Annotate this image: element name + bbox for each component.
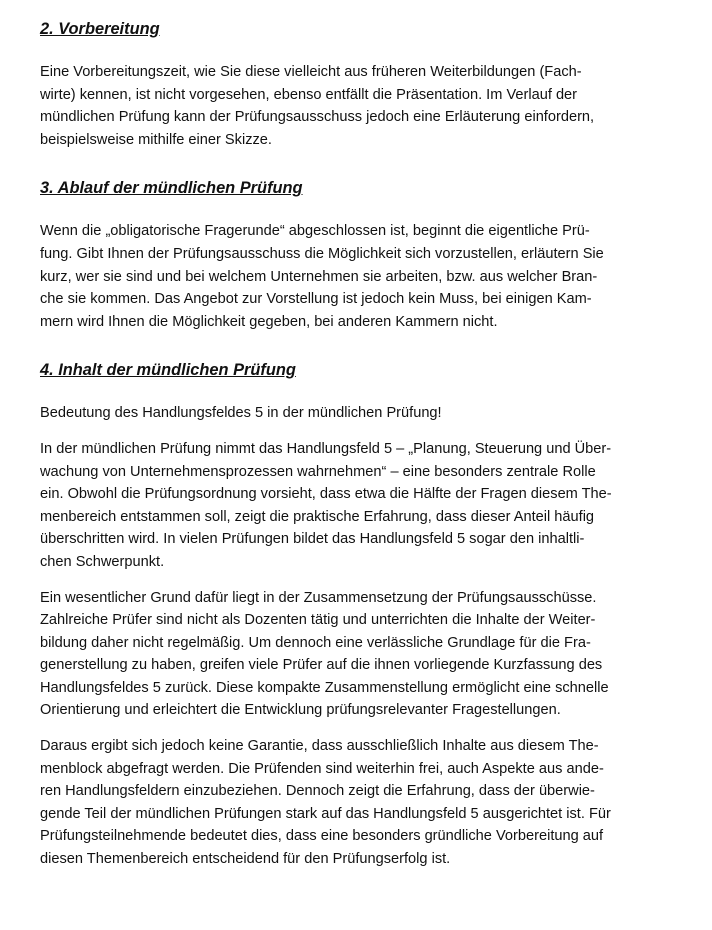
paragraph-inhalt-grund: Ein wesentlicher Grund dafür liegt in der Zusammensetzung der Prüfungsausschüsse. Zahlreiche Prüfer sind nicht als Dozenten tätig und unterrichten die Inhalte der Weiter- bildung daher nicht regelmäßig. Um dennoch eine verlässliche Grundlage für die Fra- generstellung zu haben, greifen viele Prüfer auf die ihnen vorliegende Kurzfassung des Handlungsfeldes 5 zurück. Diese kompakte Zusammenstellung ermöglicht eine schnelle Orientierung und erleichtert die Entwicklung prüfungsrelevanter Fragestellungen. <box>40 589 609 719</box>
paragraph-inhalt-handlungsfeld: In der mündlichen Prüfung nimmt das Handlungsfeld 5 – „Planung, Steuerung und Über- wachung von Unternehmensprozessen wahrnehmen“ – eine besonders zentrale Rolle ein. Obwohl die Prüfungsordnung vorsieht, dass etwa die Hälfte der Fragen diesem The- menbereich entstammen soll, zeigt die praktische Erfahrung, dass dieser Anteil häufig überschritten wird. In vielen Prüfungen bildet das Handlungsfeld 5 sogar den inhaltli- chen Schwerpunkt. <box>40 440 612 570</box>
section-heading-vorbereitung: 2. Vorbereitung <box>40 20 160 38</box>
section-heading-inhalt: 4. Inhalt der mündlichen Prüfung <box>40 361 296 380</box>
paragraph-inhalt-intro: Bedeutung des Handlungsfeldes 5 in der mündlichen Prüfung! <box>40 405 442 422</box>
paragraph-inhalt-garantie: Daraus ergibt sich jedoch keine Garantie, dass ausschließlich Inhalte aus diesem The- menblock abgefragt werden. Die Prüfenden sind weiterhin frei, auch Aspekte aus ande- ren Handlungsfeldern einzubeziehen. Dennoch zeigt die Erfahrung, dass der überwie- gende Teil der mündlichen Prüfungen stark auf das Handlungsfeld 5 ausgerichtet ist. Für Prüfungsteilnehmende bedeutet dies, dass eine besonders gründliche Vorbereitung auf diesen Themenbereich entscheidend für den Prüfungserfolg ist. <box>40 738 611 868</box>
document-page <box>40 18 670 871</box>
paragraph-ablauf: Wenn die „obligatorische Fragerunde“ abgeschlossen ist, beginnt die eigentliche Prü- fung. Gibt Ihnen der Prüfungsausschuss die Möglichkeit sich vorzustellen, erläutern Sie kurz, wer sie sind und bei welchem Unternehmen sie arbeiten, bzw. aus welcher Bran- che sie kommen. Das Angebot zur Vorstellung ist jedoch kein Muss, bei einigen Kam- mern wird Ihnen die Möglichkeit gegeben, bei anderen Kammern nicht. <box>40 223 604 330</box>
section-heading-ablauf: 3. Ablauf der mündlichen Prüfung <box>40 179 303 198</box>
paragraph-vorbereitung: Eine Vorbereitungszeit, wie Sie diese vielleicht aus früheren Weiterbildungen (Fach- wirte) kennen, ist nicht vorgesehen, ebenso entfällt die Präsentation. Im Verlauf der mündlichen Prüfung kann der Prüfungsausschuss jedoch eine Erläuterung einfordern, beispielsweise mithilfe einer Skizze. <box>40 64 595 148</box>
